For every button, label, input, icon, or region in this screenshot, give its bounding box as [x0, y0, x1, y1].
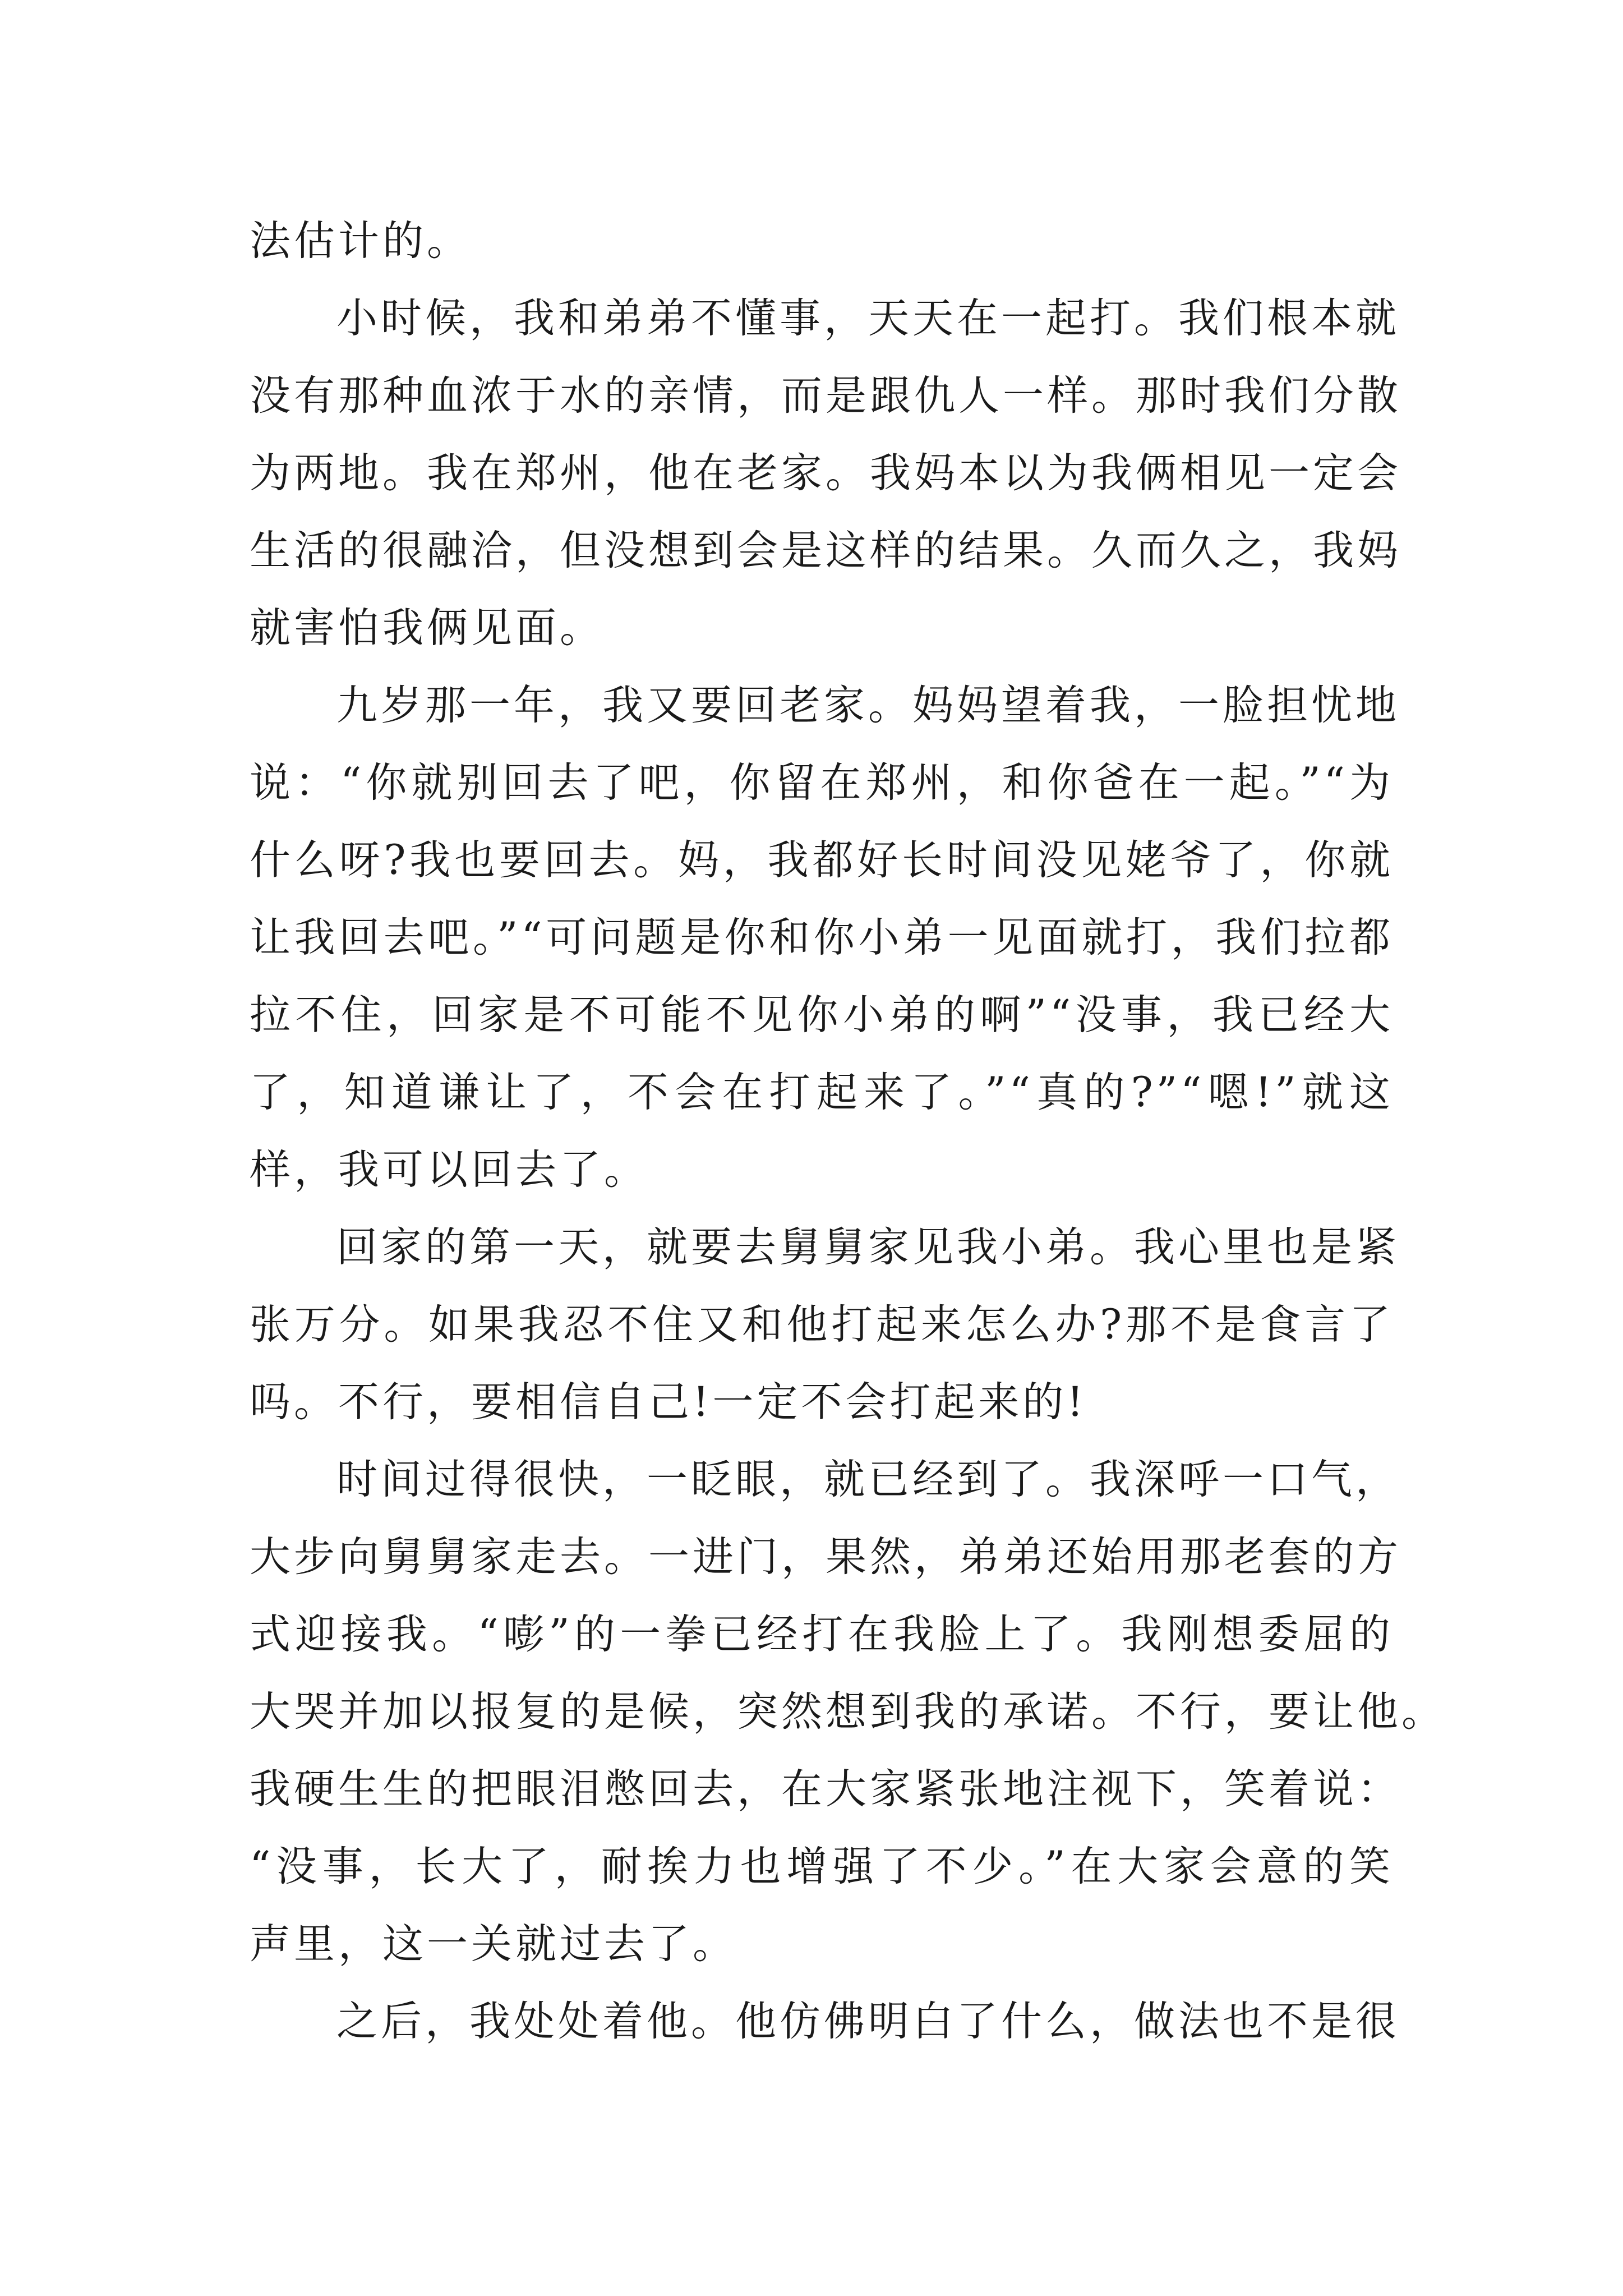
text-line: 之后，我处处着他。他仿佛明白了什么，做法也不是很: [336, 1998, 1400, 2045]
text-line: 生活的很融洽，但没想到会是这样的结果。久而久之，我妈: [250, 527, 1401, 574]
text-line: 我硬生生的把眼泪憋回去，在大家紧张地注视下，笑着说：: [250, 1765, 1401, 1813]
text-line: 式迎接我。“嘭”的一拳已经打在我脸上了。我刚想委屈的: [250, 1611, 1394, 1658]
text-line: 让我回去吧。”“可问题是你和你小弟一见面就打，我们拉都: [250, 914, 1394, 961]
text-line: 回家的第一天，就要去舅舅家见我小弟。我心里也是紧: [336, 1223, 1400, 1271]
text-line: 样，我可以回去了。: [250, 1146, 648, 1194]
text-line: 时间过得很快，一眨眼，就已经到了。我深呼一口气，: [336, 1456, 1400, 1503]
text-line: “没事，长大了，耐挨力也增强了不少。”在大家会意的笑: [250, 1843, 1394, 1890]
text-line: 吗。不行，要相信自己!一定不会打起来的!: [250, 1378, 1087, 1426]
text-line: 为两地。我在郑州，他在老家。我妈本以为我俩相见一定会: [250, 449, 1401, 497]
text-line: 没有那种血浓于水的亲情，而是跟仇人一样。那时我们分散: [250, 372, 1401, 420]
text-line: 九岁那一年，我又要回老家。妈妈望着我，一脸担忧地: [336, 682, 1400, 729]
text-line: 就害怕我俩见面。: [250, 604, 604, 652]
text-line: 大哭并加以报复的是候，突然想到我的承诺。不行，要让他。: [250, 1688, 1446, 1736]
text-line: 了，知道谦让了，不会在打起来了。”“真的?”“嗯!”就这: [250, 1069, 1394, 1116]
text-line: 小时候，我和弟弟不懂事，天天在一起打。我们根本就: [336, 295, 1400, 342]
text-line: 说：“你就别回去了吧，你留在郑州，和你爸在一起。”“为: [250, 759, 1394, 807]
text-line: 张万分。如果我忍不住又和他打起来怎么办?那不是食言了: [250, 1301, 1394, 1349]
text-line: 声里，这一关就过去了。: [250, 1920, 737, 1968]
text-line: 法估计的。: [250, 217, 471, 265]
text-line: 拉不住，回家是不可能不见你小弟的啊”“没事，我已经大: [250, 991, 1394, 1039]
text-line: 什么呀?我也要回去。妈，我都好长时间没见姥爷了，你就: [250, 836, 1394, 884]
text-line: 大步向舅舅家走去。一进门，果然，弟弟还始用那老套的方: [250, 1533, 1401, 1581]
